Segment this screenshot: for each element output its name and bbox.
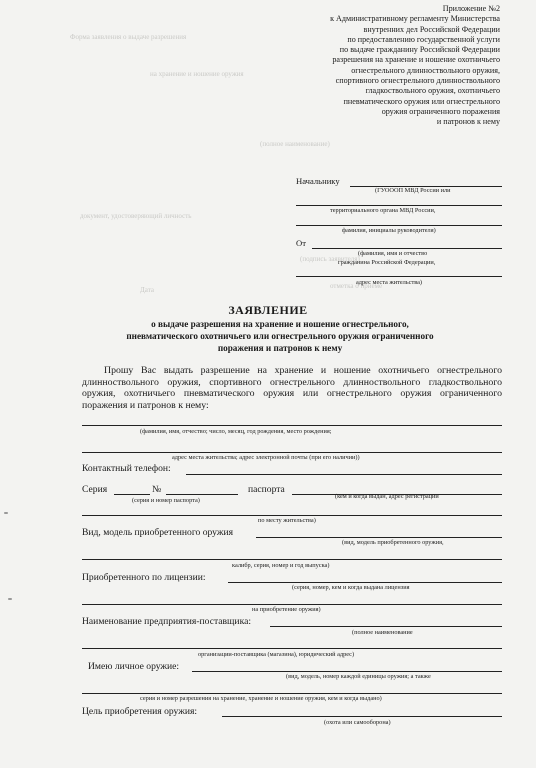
permit-hint: серия и номер разрешения на хранение, хранение и ношение оружия, кем и когда выдано) [140,695,382,702]
appendix-line: по предоставлению государственной услуги [347,34,500,44]
passport-number-hint: (серия и номер паспорта) [132,497,200,504]
from-label: От [296,238,306,248]
request-paragraph: Прошу Вас выдать разрешение на хранение и ношение охотничьего огнестрельного длинноствольного оружия, спортивного огнестрельного длинноствольного гладкоствольного оружия, охотничьего пневматического оружия или огнестрельного оружия ограниченного поражения и патронов к нему: [82,365,502,411]
addressee-hint: фамилия, инициалы руководителя) [342,227,436,234]
residence-line[interactable] [82,515,502,516]
appendix-line: внутренних дел Российской Федерации [363,24,500,34]
appendix-line: пневматического оружия или огнестрельного [343,96,500,106]
weapon-hint: (вид, модель приобретенного оружия, [342,539,444,546]
from-hint: гражданина Российской Федерации, [338,259,436,266]
caliber-hint: калибр, серия, номер и год выпуска) [232,562,330,569]
supplier-hint: (полное наименование [352,629,413,636]
purpose-label: Цель приобретения оружия: [82,706,198,717]
document-title: ЗАЯВЛЕНИЕ [228,303,308,317]
appendix-line: к Административному регламенту Министерства [330,14,500,24]
purchase-line[interactable] [82,604,502,605]
addressee-line[interactable] [296,205,502,206]
series-field[interactable] [114,494,150,495]
appendix-line: Приложение №2 [442,4,500,13]
applicant-hint: (фамилия, имя, отчество; число, месяц, год рождения, место рождения; [140,428,332,435]
appendix-line: огнестрельного длинноствольного оружия, [351,65,500,75]
from-line[interactable] [312,248,502,249]
bleed-through-text: (подпись заявителя) [300,255,360,263]
appendix-line: по выдаче гражданину Российской Федерации [339,45,500,55]
own-weapon-field[interactable] [192,671,502,672]
weapon-label: Вид, модель приобретенного оружия [82,527,234,538]
scan-artifact [4,512,8,514]
weapon-field[interactable] [256,537,502,538]
residence-hint: по месту жительства) [258,517,316,524]
appendix-block [240,4,500,128]
scan-artifact [8,598,12,600]
applicant-line[interactable] [82,425,502,426]
bleed-through-text: (полное наименование) [260,140,330,148]
from-line[interactable] [296,276,502,277]
number-label: № [152,484,162,495]
purpose-hint: (охота или самооборона) [324,719,391,726]
document-subtitle: о выдаче разрешения на хранение и ношение огнестрельного, пневматического охотничьего или огнестрельного оружия ограниченного поражения и патронов к нему [126,319,434,353]
bleed-through-text: на хранение и ношение оружия [150,70,244,78]
addressee-line[interactable] [296,225,502,226]
license-label: Приобретенного по лицензии: [82,572,206,583]
bleed-through-text: отметка о приеме [330,282,383,290]
own-weapon-hint: (вид, модель, номер каждой единицы оружия; а также [286,673,431,680]
from-hint: адрес места жительства) [356,279,423,286]
addressee-hint: территориального органа МВД России, [330,207,436,214]
appendix-line: оружия ограниченного поражения [381,106,500,116]
permit-line[interactable] [82,693,502,694]
purpose-field[interactable] [222,716,502,717]
license-hint: (серия, номер, кем и когда выдана лицензия [292,584,410,591]
appendix-line: спортивного огнестрельного длинноствольного [335,76,500,86]
number-field[interactable] [166,494,238,495]
supplier-field[interactable] [270,626,502,627]
organization-line[interactable] [82,648,502,649]
bleed-through-text: Дата [140,286,154,294]
appendix-line: и патронов к нему [436,117,500,127]
organization-hint: организации-поставщика (магазина), юридический адрес) [198,651,355,658]
supplier-label: Наименование предприятия-поставщика: [82,616,252,627]
address-line[interactable] [82,452,502,453]
from-hint: (фамилия, имя и отчество [358,250,428,257]
appendix-line: разрешения на хранение и ношение охотничьего [332,55,500,65]
caliber-line[interactable] [82,559,502,560]
address-hint: адрес места жительства; адрес электронной почты (при его наличии)) [172,454,360,461]
to-hint: (ГУОООП МВД России или [375,187,451,194]
to-label: Начальнику [296,176,340,186]
phone-field[interactable] [186,474,502,475]
appendix-line: гладкоствольного оружия, охотничьего [365,86,500,96]
issued-hint: (кем и когда выдан, адрес регистрации [335,493,439,500]
series-label: Серия [82,484,108,495]
passport-label: паспорта [248,484,285,495]
bleed-through-text: документ, удостоверяющий личность [80,212,192,220]
phone-label: Контактный телефон: [82,463,171,474]
purchase-hint: на приобретение оружия) [252,606,321,613]
own-weapon-label: Имею личное оружие: [88,661,180,672]
bleed-through-text: Форма заявления о выдаче разрешения [70,33,187,41]
license-field[interactable] [228,582,502,583]
